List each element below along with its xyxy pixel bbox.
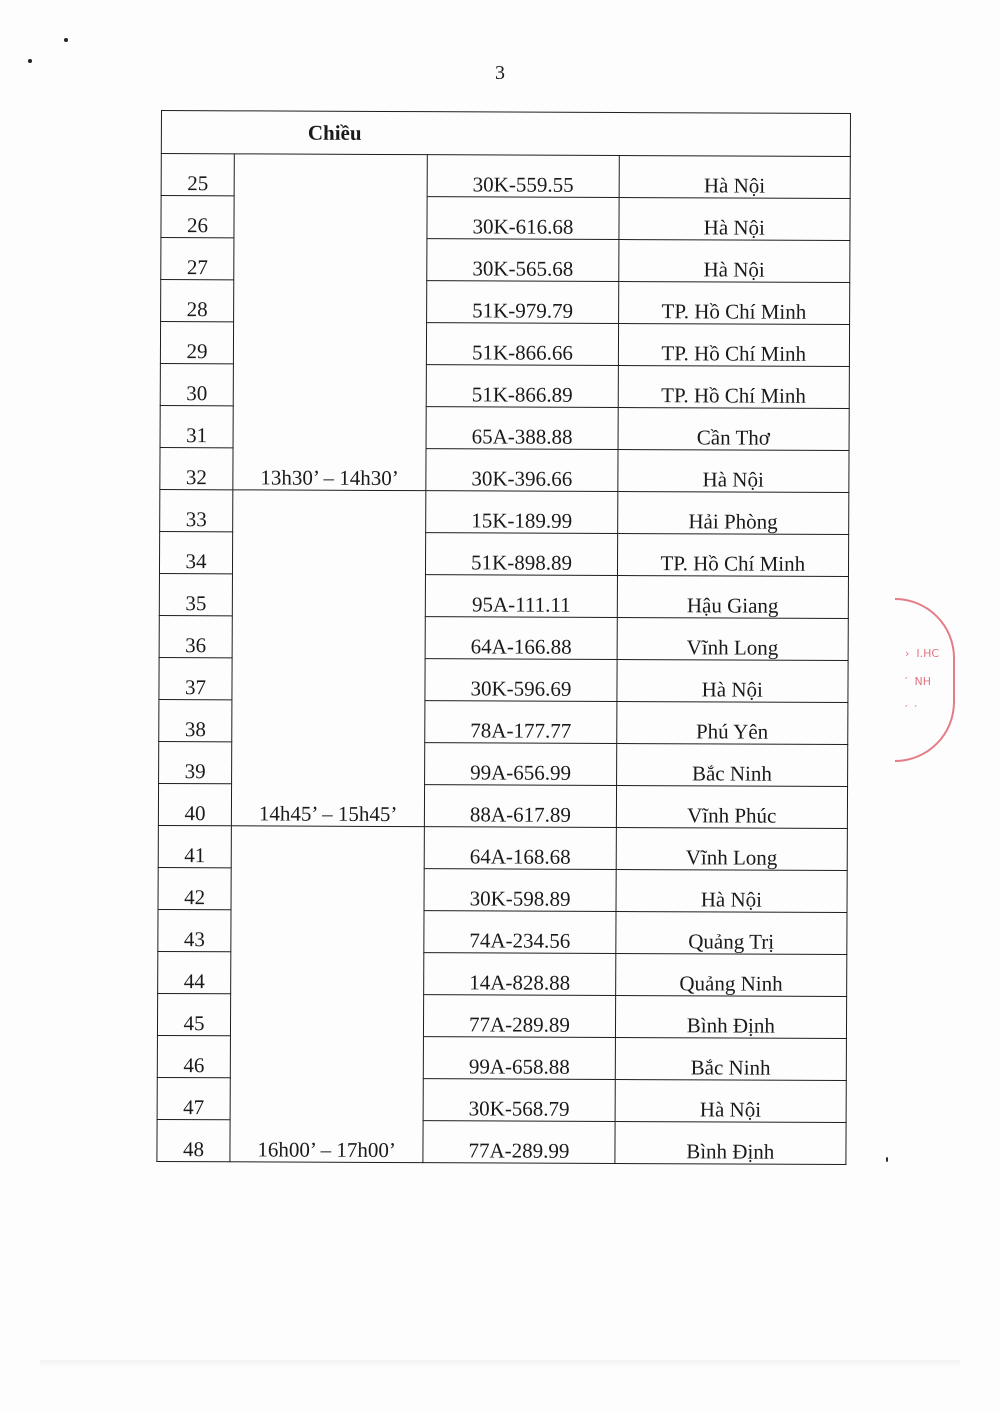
row-number: 43 xyxy=(158,909,231,951)
location: Vĩnh Long xyxy=(617,617,849,660)
row-number: 25 xyxy=(161,154,234,196)
license-plate: 99A-658.88 xyxy=(424,1037,615,1080)
row-number: 39 xyxy=(159,741,232,783)
time-slot: 16h00’ – 17h00’ xyxy=(230,826,425,1163)
license-plate: 77A-289.89 xyxy=(424,995,615,1038)
row-number: 33 xyxy=(160,489,233,531)
row-number: 32 xyxy=(160,447,233,489)
license-plate: 51K-898.89 xyxy=(426,533,617,576)
location: TP. Hồ Chí Minh xyxy=(618,281,850,324)
location: Quảng Trị xyxy=(615,911,847,954)
location: Bình Định xyxy=(615,1121,847,1164)
license-plate: 15K-189.99 xyxy=(426,491,617,534)
time-slot: 13h30’ – 14h30’ xyxy=(233,154,428,491)
license-plate: 95A-111.11 xyxy=(426,575,617,618)
location: TP. Hồ Chí Minh xyxy=(618,323,850,366)
row-number: 27 xyxy=(161,238,234,280)
license-plate: 74A-234.56 xyxy=(424,911,615,954)
row-number: 40 xyxy=(158,783,231,825)
location: Hà Nội xyxy=(615,1079,847,1122)
location: Cần Thơ xyxy=(618,407,850,450)
row-number: 45 xyxy=(157,993,230,1035)
location: Quảng Ninh xyxy=(615,953,847,996)
session-label: Chiều xyxy=(161,111,850,157)
location: Hà Nội xyxy=(618,239,850,282)
license-plate: 30K-559.55 xyxy=(427,155,618,198)
location: Bắc Ninh xyxy=(615,1037,847,1080)
location: Bình Định xyxy=(615,995,847,1038)
license-plate: 51K-979.79 xyxy=(427,281,618,324)
row-number: 41 xyxy=(158,825,231,867)
row-number: 44 xyxy=(158,951,231,993)
schedule-table xyxy=(156,110,851,1165)
table-row xyxy=(158,825,847,870)
row-number: 38 xyxy=(159,699,232,741)
license-plate: 30K-565.68 xyxy=(427,239,618,282)
scan-speck xyxy=(886,1157,888,1162)
row-number: 47 xyxy=(157,1077,230,1119)
license-plate: 78A-177.77 xyxy=(425,701,616,744)
license-plate: 30K-568.79 xyxy=(423,1079,614,1122)
table-row xyxy=(160,489,849,534)
location: Bắc Ninh xyxy=(616,743,848,786)
license-plate: 30K-396.66 xyxy=(426,449,617,492)
location: Phú Yên xyxy=(616,701,848,744)
row-number: 46 xyxy=(157,1035,230,1077)
license-plate: 30K-596.69 xyxy=(425,659,616,702)
schedule-body xyxy=(157,154,850,1165)
location: Hậu Giang xyxy=(617,575,849,618)
license-plate: 64A-166.88 xyxy=(425,617,616,660)
location: Vĩnh Long xyxy=(616,827,848,870)
location: Hà Nội xyxy=(616,869,848,912)
location: Hải Phòng xyxy=(617,491,849,534)
license-plate: 51K-866.66 xyxy=(427,323,618,366)
scan-edge-shadow xyxy=(40,1360,960,1368)
table-row xyxy=(161,154,850,199)
location: Hà Nội xyxy=(617,449,849,492)
license-plate: 77A-289.99 xyxy=(423,1121,614,1164)
license-plate: 88A-617.89 xyxy=(425,785,616,828)
license-plate: 64A-168.68 xyxy=(425,827,616,870)
location: TP. Hồ Chí Minh xyxy=(617,533,849,576)
license-plate: 65A-388.88 xyxy=(426,407,617,450)
location: Hà Nội xyxy=(619,155,851,198)
row-number: 34 xyxy=(159,531,232,573)
row-number: 48 xyxy=(157,1119,230,1161)
row-number: 31 xyxy=(160,405,233,447)
location: TP. Hồ Chí Minh xyxy=(618,365,850,408)
row-number: 28 xyxy=(161,280,234,322)
license-plate: 30K-616.68 xyxy=(427,197,618,240)
row-number: 29 xyxy=(160,322,233,364)
license-plate: 51K-866.89 xyxy=(427,365,618,408)
row-number: 36 xyxy=(159,615,232,657)
time-slot: 14h45’ – 15h45’ xyxy=(231,490,426,827)
row-number: 42 xyxy=(158,867,231,909)
seal-fragment-marks: › I.HC ′ NH ′ ′ xyxy=(905,647,940,716)
license-plate: 99A-656.99 xyxy=(425,743,616,786)
session-header-row xyxy=(161,111,850,157)
row-number: 26 xyxy=(161,196,234,238)
row-number: 37 xyxy=(159,657,232,699)
location: Hà Nội xyxy=(619,197,851,240)
row-number: 35 xyxy=(159,573,232,615)
scan-speck xyxy=(64,38,68,42)
location: Hà Nội xyxy=(617,659,849,702)
page-number: 3 xyxy=(495,62,505,84)
license-plate: 14A-828.88 xyxy=(424,953,615,996)
license-plate: 30K-598.89 xyxy=(424,869,615,912)
location: Vĩnh Phúc xyxy=(616,785,848,828)
row-number: 30 xyxy=(160,363,233,405)
